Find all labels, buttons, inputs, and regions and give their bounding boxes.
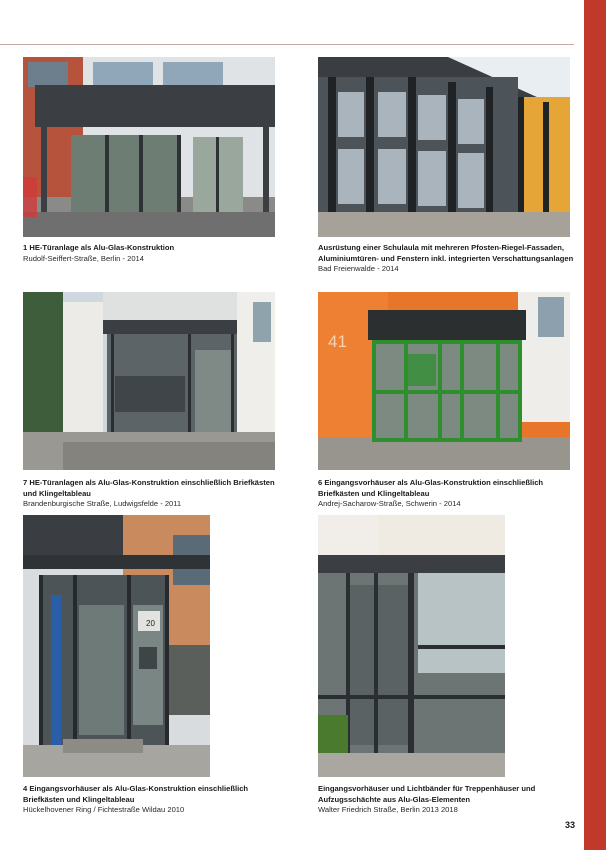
photo-3-caption-location: Brandenburgische Straße, Ludwigsfelde - 2011 — [23, 499, 182, 509]
page-number: 33 — [565, 820, 576, 830]
photo-4-caption — [318, 478, 580, 510]
photo-5-caption — [23, 784, 285, 816]
photo-5-caption-title: 4 Eingangsvorhäuser als Alu-Glas-Konstruktion einschließlich Briefkästen und Klingeltableau — [23, 784, 249, 804]
house-number-20: 20 — [146, 619, 155, 628]
photo-5-entrance-wildau — [23, 515, 210, 777]
photo-3-caption-title: 7 HE-Türanlagen als Alu-Glas-Konstruktion einschließlich Briefkästen und Klingeltableau — [23, 478, 275, 498]
photo-6-caption-location: Walter Friedrich Straße, Berlin 2013 2018 — [318, 805, 458, 815]
photo-4-entrance-schwerin — [318, 292, 570, 470]
photo-4-caption-location: Andrej-Sacharow-Straße, Schwerin - 2014 — [318, 499, 461, 509]
photo-3-caption — [23, 478, 285, 510]
photo-1-caption-title: 1 HE-Türanlage als Alu-Glas-Konstruktion — [23, 243, 175, 252]
photo-2-school-facade — [318, 57, 570, 237]
photo-1-caption-location: Rudolf-Seiffert-Straße, Berlin - 2014 — [23, 253, 144, 263]
photo-1-caption — [23, 243, 283, 264]
photo-2-caption — [318, 243, 580, 275]
photo-6-caption-title: Eingangsvorhäuser und Lichtbänder für Treppenhäuser und Aufzugsschächte aus Alu-Glas-Elementen — [318, 784, 536, 804]
photo-3-entrance-ludwigsfelde — [23, 292, 275, 470]
top-divider — [0, 44, 574, 45]
photo-6-entrance-berlin-walter-friedrich — [318, 515, 505, 777]
photo-2-caption-title: Ausrüstung einer Schulaula mit mehreren Pfosten-Riegel-Fassaden, Aluminiumtüren- und Fenstern inkl. integrierten Verschattungsanlagen — [318, 243, 574, 263]
accent-side-bar — [584, 0, 606, 850]
photo-5-caption-location: Hückelhovener Ring / Fichtestraße Wildau 2010 — [23, 805, 185, 815]
house-number-41: 41 — [328, 332, 347, 351]
photo-1-entrance-berlin — [23, 57, 275, 237]
photo-6-caption — [318, 784, 558, 816]
photo-2-caption-location: Bad Freienwalde - 2014 — [318, 264, 399, 274]
photo-4-caption-title: 6 Eingangsvorhäuser als Alu-Glas-Konstruktion einschließlich Briefkästen und Klingeltableau — [318, 478, 544, 498]
